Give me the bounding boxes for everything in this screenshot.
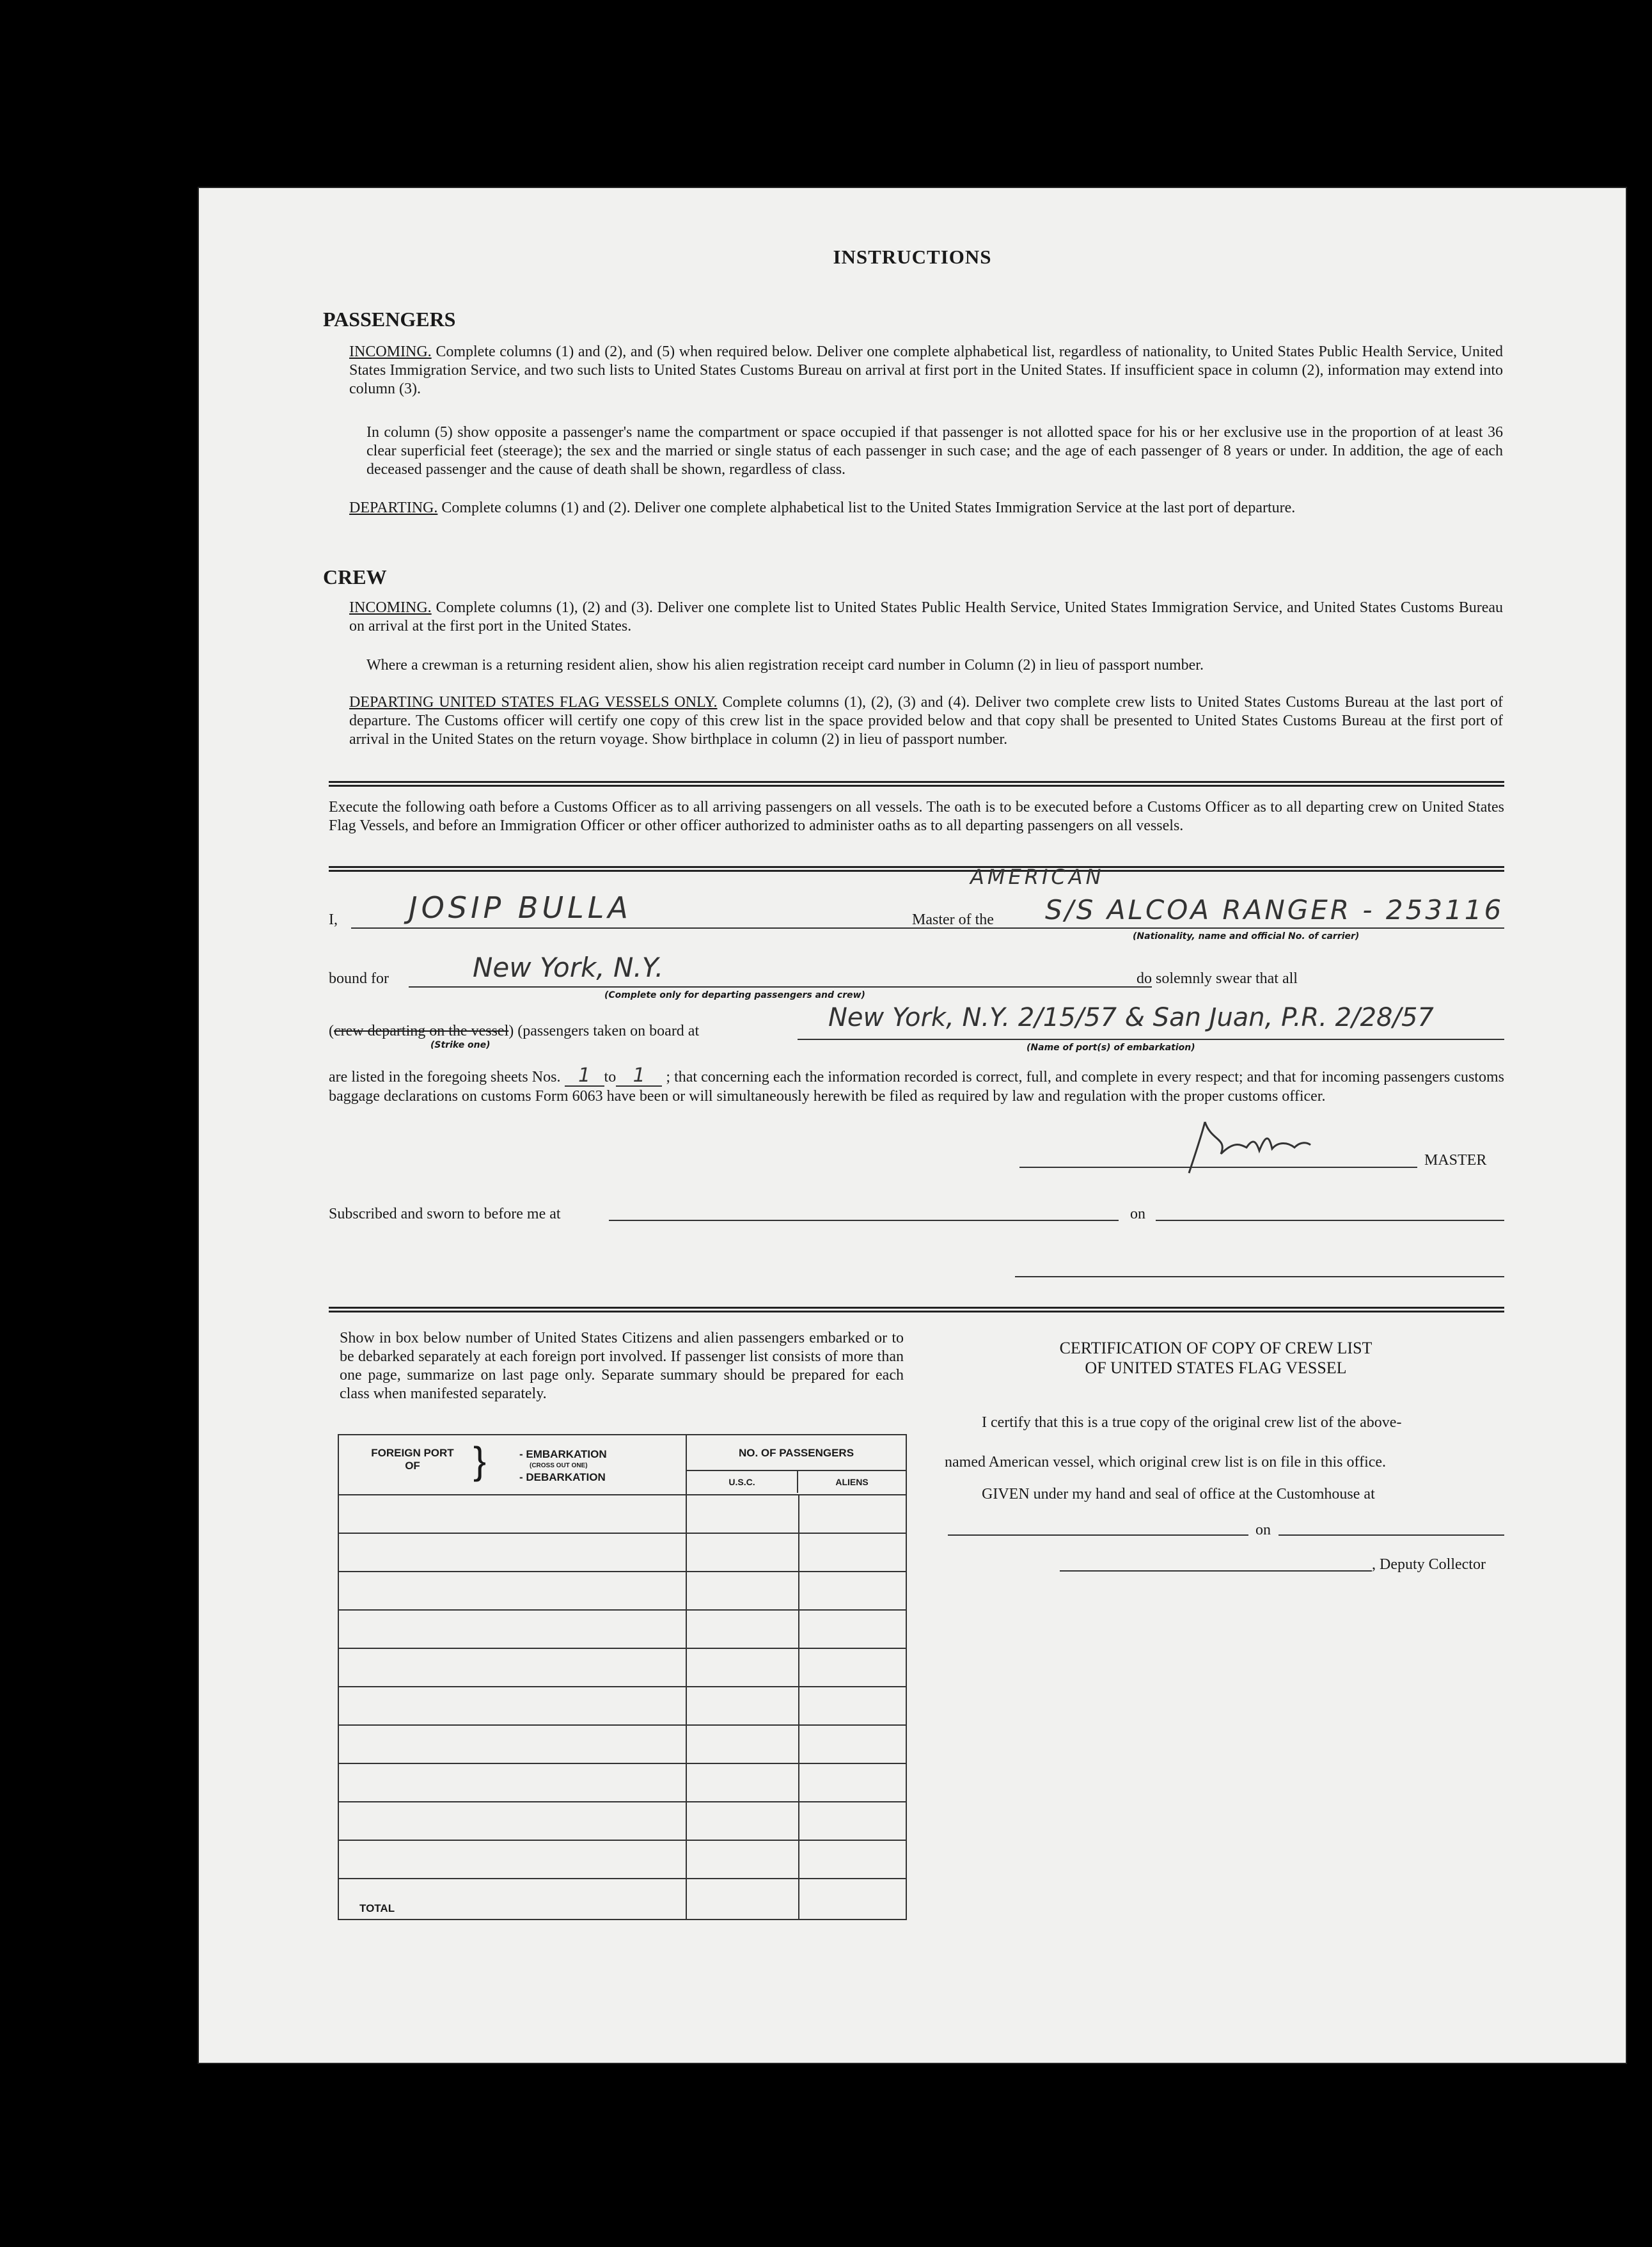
- passengers-heading: PASSENGERS: [323, 308, 456, 331]
- deputy-collector-label: , Deputy Collector: [1372, 1556, 1486, 1573]
- table-row[interactable]: [338, 1610, 906, 1648]
- usc-cell[interactable]: [686, 1572, 799, 1610]
- ports-line[interactable]: [798, 1039, 1504, 1040]
- bound-for-label: bound for: [329, 970, 389, 987]
- oath-instruction: Execute the following oath before a Customs Officer as to all arriving passengers on all vessels. The oath is to be executed before a Customs Officer as to all departing crew on United States Flag Vessels, and before an Immigration Officer or other officer authorized to administer oaths as to all departing passengers on all vessels.: [329, 799, 1504, 834]
- double-rule: [329, 781, 1504, 787]
- double-rule: [329, 1307, 1504, 1313]
- passengers-column5-paragraph: In column (5) show opposite a passenger's name the compartment or space occupied if that passenger is not allotted space for his or her exclusive use in the proportion of at least 36 clear superficial feet (steerage); the sex and the married or single status of each passenger in such case; and the age of each passenger of 8 years or under. In addition, the age of each deceased passenger and the cause of death shall be shown, regardless of class.: [366, 424, 1503, 478]
- table-row[interactable]: [338, 1763, 906, 1802]
- aliens-cell[interactable]: [799, 1687, 906, 1725]
- foreign-port-label: FOREIGN PORT OF: [371, 1447, 454, 1472]
- total-row: [338, 1879, 906, 1920]
- aliens-cell[interactable]: [799, 1763, 906, 1802]
- subscribed-date-line[interactable]: [1156, 1220, 1504, 1221]
- subscribed-place-line[interactable]: [609, 1220, 1119, 1221]
- aliens-cell[interactable]: [799, 1572, 906, 1610]
- usc-label: U.S.C.: [687, 1471, 798, 1493]
- port-cell[interactable]: [338, 1572, 686, 1610]
- crew-heading: CREW: [323, 565, 387, 588]
- aliens-cell[interactable]: [799, 1495, 906, 1533]
- aliens-cell[interactable]: [799, 1840, 906, 1879]
- double-rule: [329, 866, 1504, 872]
- deputy-signature-line[interactable]: [1060, 1570, 1372, 1572]
- table-row[interactable]: [338, 1725, 906, 1763]
- crew-incoming-paragraph: [349, 599, 1503, 636]
- passengers-incoming-paragraph: [349, 343, 1503, 398]
- usc-cell[interactable]: [686, 1840, 799, 1879]
- bound-for-line[interactable]: [409, 986, 1152, 988]
- debarkation-label: - DEBARKATION: [519, 1471, 606, 1483]
- sheet-from-handwritten[interactable]: 1: [565, 1066, 604, 1087]
- officer-signature-line[interactable]: [1015, 1276, 1504, 1277]
- certification-heading: [947, 1338, 1484, 1378]
- aliens-cell[interactable]: [799, 1610, 906, 1648]
- certification-heading-line1: CERTIFICATION OF COPY OF CREW LIST: [1059, 1339, 1373, 1357]
- customhouse-line[interactable]: [948, 1534, 1248, 1536]
- document-page: [198, 187, 1627, 2064]
- master-label: MASTER: [1424, 1152, 1487, 1169]
- port-cell[interactable]: [338, 1533, 686, 1572]
- table-row[interactable]: [338, 1648, 906, 1687]
- strike-caption: (Strike one): [430, 1040, 491, 1050]
- master-signature-line[interactable]: [1019, 1167, 1417, 1168]
- passengers-taken-option: ) (passengers taken on board at: [508, 1023, 700, 1039]
- table-row[interactable]: [338, 1533, 906, 1572]
- port-cell[interactable]: [338, 1840, 686, 1879]
- vessel-handwritten: S/S ALCOA RANGER - 253116: [1045, 894, 1504, 926]
- crew-departing-option: (crew departing on the vessel) (passengers taken on board at: [329, 1023, 700, 1039]
- port-header-cell: [338, 1435, 686, 1495]
- incoming-label: INCOMING.: [349, 343, 432, 360]
- crew-departing-text: Complete columns (1), (2), (3) and (4). Deliver two complete crew lists to United States Customs Bureau at the last port of departure. The Customs officer will certify one copy of this crew list in the space provided below and that copy shall be presented to United States Customs Bureau at the first port of arrival in the United States on the return voyage. Show birthplace in column (2) in lieu of passport number.: [349, 694, 1503, 748]
- table-row[interactable]: [338, 1687, 906, 1725]
- usc-total-cell[interactable]: [686, 1879, 799, 1920]
- crew-departing-paragraph: [349, 693, 1503, 749]
- passengers-departing-paragraph: [349, 499, 1503, 517]
- aliens-cell[interactable]: [799, 1725, 906, 1763]
- crew-departing-label: DEPARTING UNITED STATES FLAG VESSELS ONLY.: [349, 694, 718, 711]
- to-label: to: [604, 1069, 617, 1085]
- table-row[interactable]: [338, 1840, 906, 1879]
- certification-date-line[interactable]: [1278, 1534, 1504, 1536]
- vessel-caption: (Nationality, name and official No. of carrier): [1133, 931, 1360, 942]
- port-cell[interactable]: [338, 1648, 686, 1687]
- table-row[interactable]: [338, 1495, 906, 1533]
- crew-resident-paragraph: Where a crewman is a returning resident alien, show his alien registration receipt card number in Column (2) in lieu of passport number.: [366, 657, 1204, 674]
- master-signature: [1176, 1116, 1317, 1179]
- listed-label: are listed in the foregoing sheets Nos.: [329, 1069, 561, 1085]
- brace-glyph: }: [473, 1439, 487, 1482]
- subscribed-label: Subscribed and sworn to before me at: [329, 1206, 561, 1222]
- ports-caption: (Name of port(s) of embarkation): [1027, 1043, 1195, 1053]
- cross-out-label: (CROSS OUT ONE): [530, 1462, 588, 1469]
- master-name-handwritten: JOSIP BULLA: [409, 890, 632, 925]
- total-label: TOTAL: [338, 1879, 686, 1920]
- usc-cell[interactable]: [686, 1648, 799, 1687]
- usc-cell[interactable]: [686, 1687, 799, 1725]
- no-passengers-label: NO. OF PASSENGERS: [687, 1435, 906, 1471]
- crew-departing-struck: crew departing on the vessel: [334, 1023, 509, 1039]
- usc-cell[interactable]: [686, 1763, 799, 1802]
- vessel-line[interactable]: [1014, 927, 1504, 929]
- aliens-total-cell[interactable]: [799, 1879, 906, 1920]
- table-row[interactable]: [338, 1802, 906, 1840]
- swear-label: do solemnly swear that all: [1137, 970, 1298, 987]
- table-row[interactable]: [338, 1572, 906, 1610]
- usc-cell[interactable]: [686, 1495, 799, 1533]
- usc-cell[interactable]: [686, 1533, 799, 1572]
- crew-incoming-label: INCOMING.: [349, 599, 432, 616]
- port-cell[interactable]: [338, 1610, 686, 1648]
- passenger-summary-table: [338, 1434, 907, 1920]
- port-cell[interactable]: [338, 1725, 686, 1763]
- port-cell[interactable]: [338, 1763, 686, 1802]
- summary-instruction: Show in box below number of United States Citizens and alien passengers embarked or to be debarked separately at each foreign port involved. If passenger list consists of more than one page, summarize on last page only. Separate summary should be prepared for each class when manifested separately.: [340, 1330, 904, 1402]
- certification-on-label: on: [1255, 1522, 1271, 1538]
- aliens-cell[interactable]: [799, 1533, 906, 1572]
- embarkation-label: - EMBARKATION: [519, 1448, 607, 1460]
- page-title: INSTRUCTIONS: [833, 246, 992, 268]
- oath-i-label: I,: [329, 911, 338, 928]
- listed-rest: ; that concerning each the information recorded is correct, full, and complete in every respect; and that for incoming passengers customs baggage declarations on customs Form 6063 have been or will simultaneously herewith be filed as required by law and regulation with the proper customs officer.: [329, 1069, 1504, 1105]
- certification-line3: GIVEN under my hand and seal of office at the Customhouse at: [982, 1486, 1375, 1502]
- no-passengers-header: [686, 1435, 906, 1495]
- usc-cell[interactable]: [686, 1725, 799, 1763]
- aliens-label: ALIENS: [835, 1477, 869, 1487]
- subscribed-on-label: on: [1130, 1206, 1145, 1222]
- listed-paragraph: [329, 1066, 1504, 1106]
- aliens-cell[interactable]: [799, 1802, 906, 1840]
- sheet-to-handwritten[interactable]: 1: [616, 1066, 662, 1087]
- departing-text: Complete columns (1) and (2). Deliver one complete alphabetical list to the United States Immigration Service at the last port of departure.: [441, 500, 1296, 516]
- certification-heading-line2: OF UNITED STATES FLAG VESSEL: [1085, 1359, 1347, 1377]
- port-cell[interactable]: [338, 1687, 686, 1725]
- master-of-label: Master of the: [912, 911, 994, 928]
- departing-label: DEPARTING.: [349, 500, 438, 516]
- port-cell[interactable]: [338, 1802, 686, 1840]
- incoming-text: Complete columns (1) and (2), and (5) when required below. Deliver one complete alphabetical list, regardless of nationality, to United States Public Health Service, United States Immigration Service, and two such lists to United States Customs Bureau on arrival at first port in the United States. If insufficient space in column (2), information may extend into column (3).: [349, 343, 1503, 397]
- aliens-cell[interactable]: [799, 1648, 906, 1687]
- bound-caption: (Complete only for departing passengers and crew): [604, 990, 865, 1000]
- usc-cell[interactable]: [686, 1802, 799, 1840]
- crew-incoming-text: Complete columns (1), (2) and (3). Deliver one complete list to United States Public Health Service, United States Immigration Service, and United States Customs Bureau on arrival at the first port in the United States.: [349, 599, 1504, 635]
- certification-line2: named American vessel, which original crew list is on file in this office.: [945, 1454, 1387, 1470]
- bound-for-handwritten: New York, N.Y.: [473, 952, 664, 983]
- port-cell[interactable]: [338, 1495, 686, 1533]
- ports-handwritten: New York, N.Y. 2/15/57 & San Juan, P.R. 2/28/57: [828, 1003, 1434, 1032]
- usc-cell[interactable]: [686, 1610, 799, 1648]
- certification-line1: I certify that this is a true copy of the original crew list of the above-: [982, 1414, 1402, 1431]
- nationality-handwritten: AMERICAN: [970, 865, 1105, 889]
